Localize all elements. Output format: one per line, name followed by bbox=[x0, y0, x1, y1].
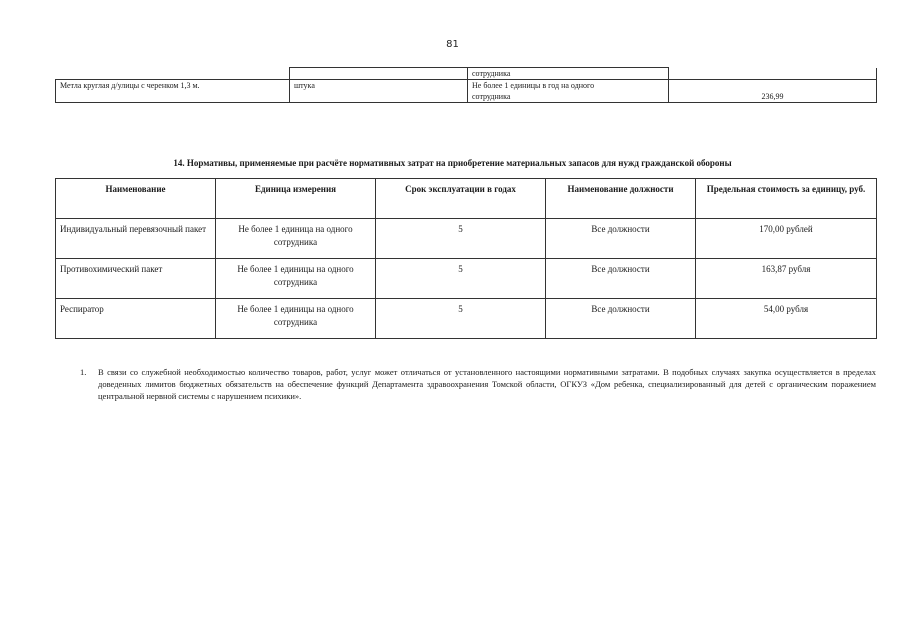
cont-norm-line2: сотрудника bbox=[472, 92, 511, 101]
cell-term: 5 bbox=[376, 219, 546, 259]
cont-cell-norm bbox=[468, 80, 669, 103]
continuation-table bbox=[55, 67, 877, 103]
footnote-text: В связи со служебной необходимостью количество товаров, работ, услуг может отличаться от установленного настоящими нормативными затратами. В подобных случаях закупка осуществляется в пределах доведенных лимитов бюджетных обязательств на обеспечение функций Департамента здравоохранения Томской области, ОГКУЗ «Дом ребенка, специализированный для детей с органическим поражением центральной нервной системы с нарушением психики». bbox=[98, 367, 876, 401]
cell-position: Все должности bbox=[546, 219, 696, 259]
cont-norm-line1: Не более 1 единицы в год на одного bbox=[472, 81, 595, 90]
header-price: Предельная стоимость за единицу, руб. bbox=[696, 179, 877, 219]
materials-table bbox=[55, 178, 877, 339]
cell-name: Респиратор bbox=[56, 299, 216, 339]
cell-unit: Не более 1 единицы на одного сотрудника bbox=[216, 299, 376, 339]
table-header-row bbox=[56, 179, 877, 219]
cell-price: 54,00 рубля bbox=[696, 299, 877, 339]
cell-term: 5 bbox=[376, 299, 546, 339]
continuation-row-top bbox=[56, 68, 877, 80]
cell-unit: Не более 1 единицы на одного сотрудника bbox=[216, 259, 376, 299]
footnote bbox=[80, 366, 876, 402]
cell-name: Противохимический пакет bbox=[56, 259, 216, 299]
cell-position: Все должности bbox=[546, 299, 696, 339]
cont-cell-empty bbox=[290, 68, 468, 80]
header-unit: Единица измерения bbox=[216, 179, 376, 219]
section-title: 14. Нормативы, применяемые при расчёте нормативных затрат на приобретение материальных запасов для нужд гражданской обороны bbox=[173, 158, 732, 168]
header-position: Наименование должности bbox=[546, 179, 696, 219]
page-number: 81 bbox=[446, 39, 459, 50]
footnote-number: 1. bbox=[80, 367, 87, 377]
cont-cell-norm-top: сотрудника bbox=[468, 68, 669, 80]
header-term: Срок эксплуатации в годах bbox=[376, 179, 546, 219]
cont-cell-unit: штука bbox=[290, 80, 468, 103]
cell-position: Все должности bbox=[546, 259, 696, 299]
table-row bbox=[56, 259, 877, 299]
cell-name: Индивидуальный перевязочный пакет bbox=[56, 219, 216, 259]
cell-term: 5 bbox=[376, 259, 546, 299]
cont-cell-empty bbox=[669, 68, 877, 80]
table-row bbox=[56, 219, 877, 259]
cont-cell-name: Метла круглая д/улицы с черенком 1,3 м. bbox=[56, 80, 290, 103]
cell-unit: Не более 1 единица на одного сотрудника bbox=[216, 219, 376, 259]
header-name: Наименование bbox=[56, 179, 216, 219]
cont-cell-price: 236,99 bbox=[669, 80, 877, 103]
cont-cell-empty bbox=[56, 68, 290, 80]
cell-price: 163,87 рубля bbox=[696, 259, 877, 299]
cell-price: 170,00 рублей bbox=[696, 219, 877, 259]
table-row bbox=[56, 299, 877, 339]
continuation-row bbox=[56, 80, 877, 103]
